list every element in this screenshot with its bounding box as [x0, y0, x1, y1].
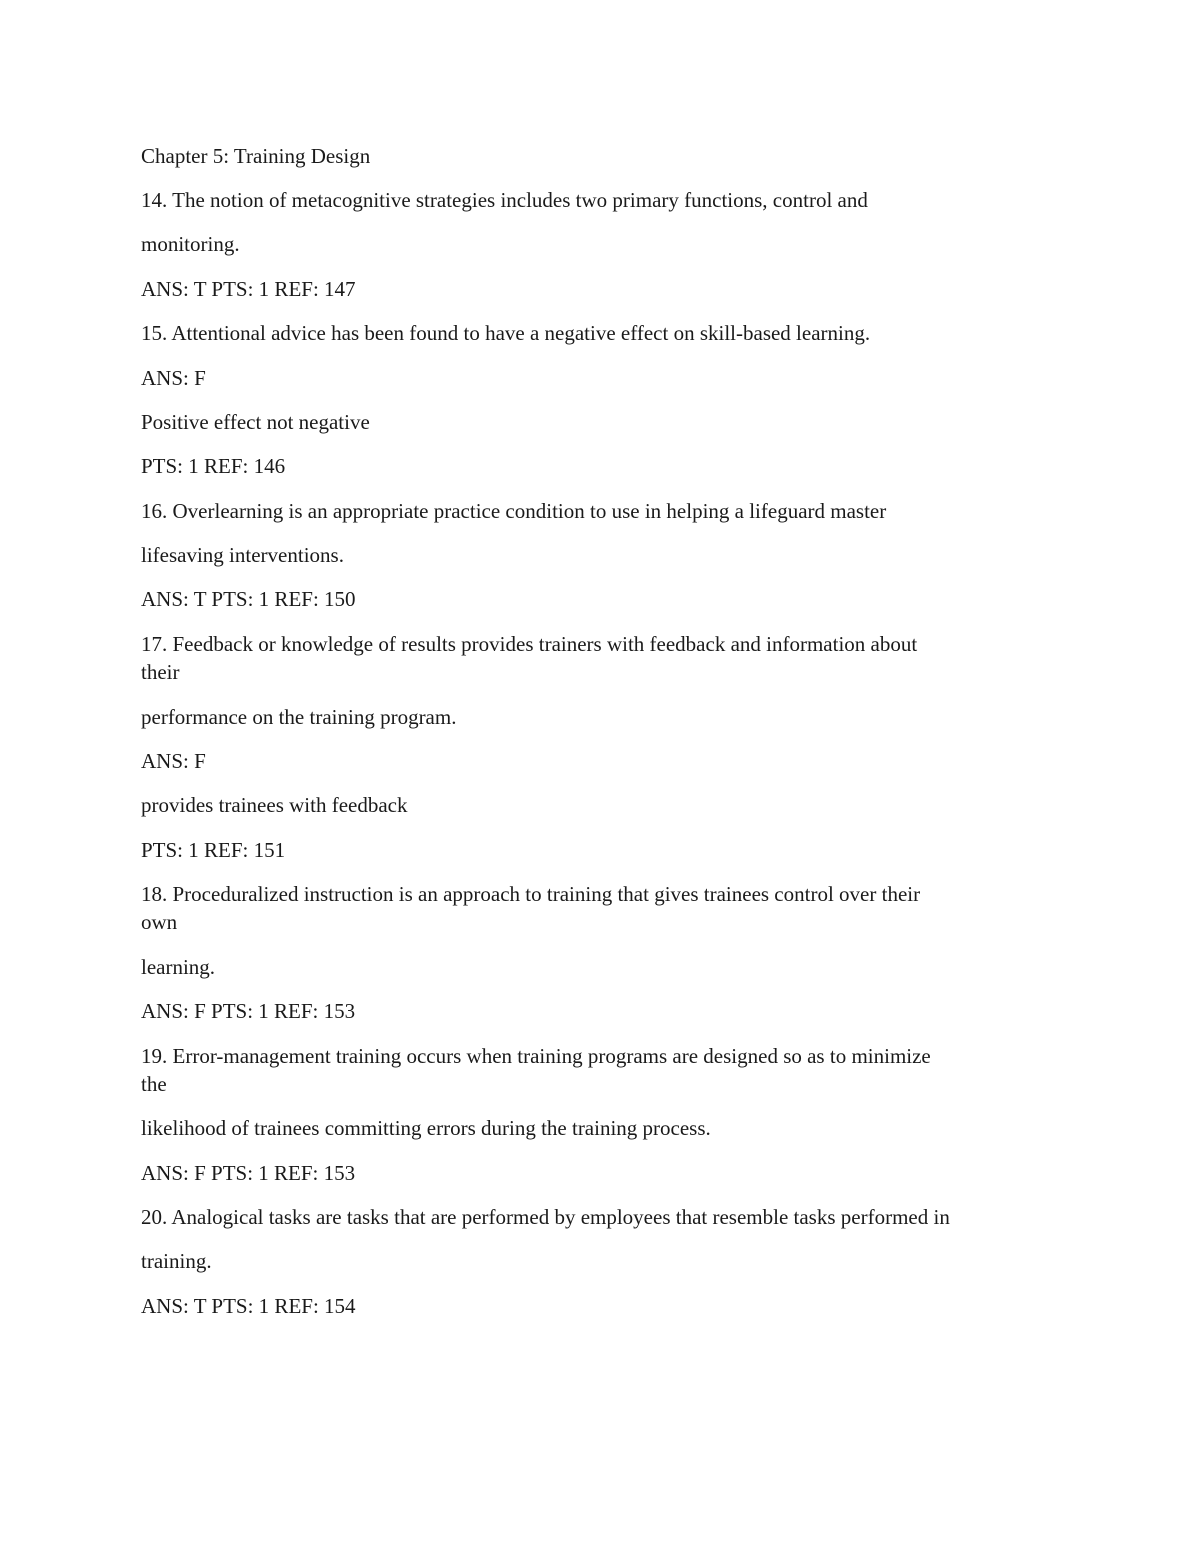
question-19-text-wrap: the	[141, 1072, 167, 1096]
question-17-points: PTS: 1 REF: 151	[141, 838, 286, 862]
question-17-note: provides trainees with feedback	[141, 793, 408, 817]
question-19-answer: ANS: F PTS: 1 REF: 153	[141, 1161, 356, 1185]
question-18-text-wrap: own	[141, 910, 178, 934]
question-14-text-cont: monitoring.	[141, 232, 240, 256]
question-20-text: 20. Analogical tasks are tasks that are performed by employees that resemble tasks performed in	[141, 1205, 950, 1229]
question-14-text: 14. The notion of metacognitive strategies includes two primary functions, control and	[141, 188, 868, 212]
question-17-text-cont: performance on the training program.	[141, 705, 457, 729]
question-17-text-wrap: their	[141, 660, 180, 684]
question-17-text: 17. Feedback or knowledge of results provides trainers with feedback and information about	[141, 632, 918, 656]
question-15-answer: ANS: F	[141, 366, 206, 390]
question-19-text-cont: likelihood of trainees committing errors during the training process.	[141, 1116, 711, 1140]
question-15-note: Positive effect not negative	[141, 410, 370, 434]
question-18-answer: ANS: F PTS: 1 REF: 153	[141, 999, 356, 1023]
question-17-answer: ANS: F	[141, 749, 206, 773]
chapter-title: Chapter 5: Training Design	[141, 144, 371, 168]
question-16-text: 16. Overlearning is an appropriate practice condition to use in helping a lifeguard master	[141, 499, 887, 523]
question-15-text: 15. Attentional advice has been found to have a negative effect on skill-based learning.	[141, 321, 871, 345]
question-18-text-cont: learning.	[141, 955, 216, 979]
question-15-points: PTS: 1 REF: 146	[141, 454, 286, 478]
question-14-answer: ANS: T PTS: 1 REF: 147	[141, 277, 356, 301]
question-18-text: 18. Proceduralized instruction is an approach to training that gives trainees control over their	[141, 882, 921, 906]
question-16-answer: ANS: T PTS: 1 REF: 150	[141, 587, 356, 611]
question-16-text-cont: lifesaving interventions.	[141, 543, 344, 567]
question-19-text: 19. Error-management training occurs when training programs are designed so as to minimize	[141, 1044, 931, 1068]
question-20-answer: ANS: T PTS: 1 REF: 154	[141, 1294, 356, 1318]
question-20-text-cont: training.	[141, 1249, 212, 1273]
